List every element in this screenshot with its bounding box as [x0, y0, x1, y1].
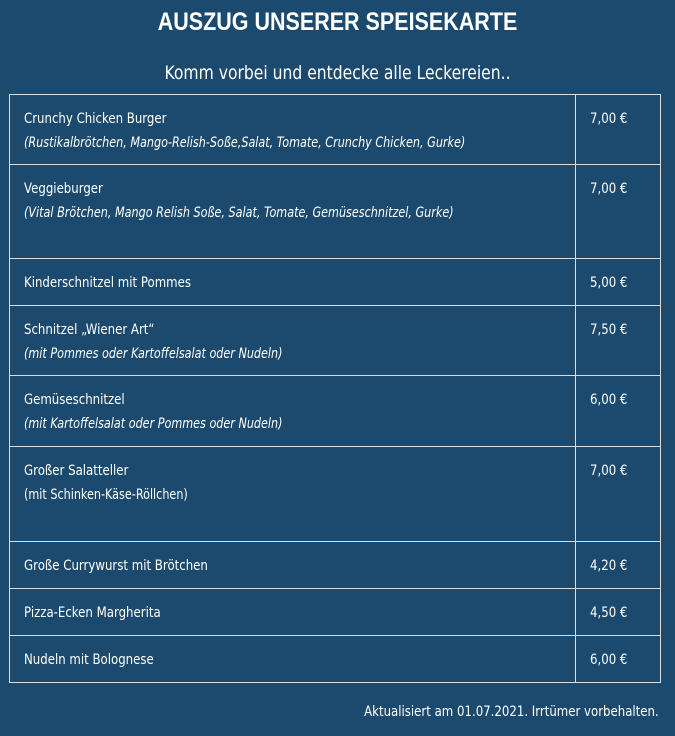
menu-item-price: 4,50 €	[590, 605, 628, 621]
menu-price-cell	[576, 95, 661, 165]
menu-item-price: 6,00 €	[590, 392, 628, 408]
menu-price-cell	[576, 165, 661, 259]
menu-item-name: Nudeln mit Bolognese	[24, 652, 154, 668]
menu-table-body	[10, 95, 661, 683]
menu-row	[10, 165, 661, 259]
menu-row	[10, 306, 661, 376]
menu-item-name: Großer Salatteller	[24, 463, 129, 479]
menu-item-description: (mit Schinken-Käse-Röllchen)	[24, 487, 188, 503]
menu-item-name: Kinderschnitzel mit Pommes	[24, 275, 191, 291]
menu-item-description: (Vital Brötchen, Mango Relish Soße, Salat, Tomate, Gemüseschnitzel, Gurke)	[24, 205, 454, 221]
menu-item-cell	[10, 376, 576, 447]
menu-price-cell	[576, 589, 661, 636]
page-title: AUSZUG UNSERER SPEISEKARTE	[157, 8, 518, 36]
menu-item-cell	[10, 306, 576, 376]
menu-price-cell	[576, 376, 661, 447]
menu-item-price: 7,50 €	[590, 322, 628, 338]
menu-row	[10, 376, 661, 447]
page-subtitle: Komm vorbei und entdecke alle Leckereien..	[164, 62, 511, 84]
menu-item-name: Große Currywurst mit Brötchen	[24, 558, 208, 574]
menu-item-price: 6,00 €	[590, 652, 628, 668]
menu-item-cell	[10, 542, 576, 589]
menu-item-cell	[10, 636, 576, 683]
menu-price-cell	[576, 636, 661, 683]
menu-item-name: Gemüseschnitzel	[24, 392, 125, 408]
menu-item-cell	[10, 165, 576, 259]
menu-row	[10, 447, 661, 542]
menu-item-cell	[10, 95, 576, 165]
menu-item-price: 5,00 €	[590, 275, 628, 291]
menu-item-description: (Rustikalbrötchen, Mango-Relish-Soße,Salat, Tomate, Crunchy Chicken, Gurke)	[24, 135, 466, 151]
menu-item-price: 7,00 €	[590, 463, 628, 479]
menu-item-cell	[10, 447, 576, 542]
menu-price-cell	[576, 259, 661, 306]
footer-note: Aktualisiert am 01.07.2021. Irrtümer vorbehalten.	[364, 704, 659, 720]
menu-price-cell	[576, 542, 661, 589]
menu-item-name: Veggieburger	[24, 181, 103, 197]
menu-item-description: (mit Kartoffelsalat oder Pommes oder Nudeln)	[24, 416, 283, 432]
menu-item-name: Crunchy Chicken Burger	[24, 111, 167, 127]
menu-item-price: 7,00 €	[590, 111, 628, 127]
menu-row	[10, 542, 661, 589]
menu-item-name: Schnitzel „Wiener Art“	[24, 322, 155, 338]
menu-row	[10, 636, 661, 683]
menu-row	[10, 259, 661, 306]
menu-item-cell	[10, 589, 576, 636]
menu-item-cell	[10, 259, 576, 306]
menu-row	[10, 95, 661, 165]
menu-item-price: 4,20 €	[590, 558, 628, 574]
menu-row	[10, 589, 661, 636]
menu-price-cell	[576, 306, 661, 376]
menu-table	[9, 94, 661, 683]
menu-item-name: Pizza-Ecken Margherita	[24, 605, 161, 621]
menu-item-description: (mit Pommes oder Kartoffelsalat oder Nudeln)	[24, 346, 283, 362]
menu-price-cell	[576, 447, 661, 542]
menu-item-price: 7,00 €	[590, 181, 628, 197]
